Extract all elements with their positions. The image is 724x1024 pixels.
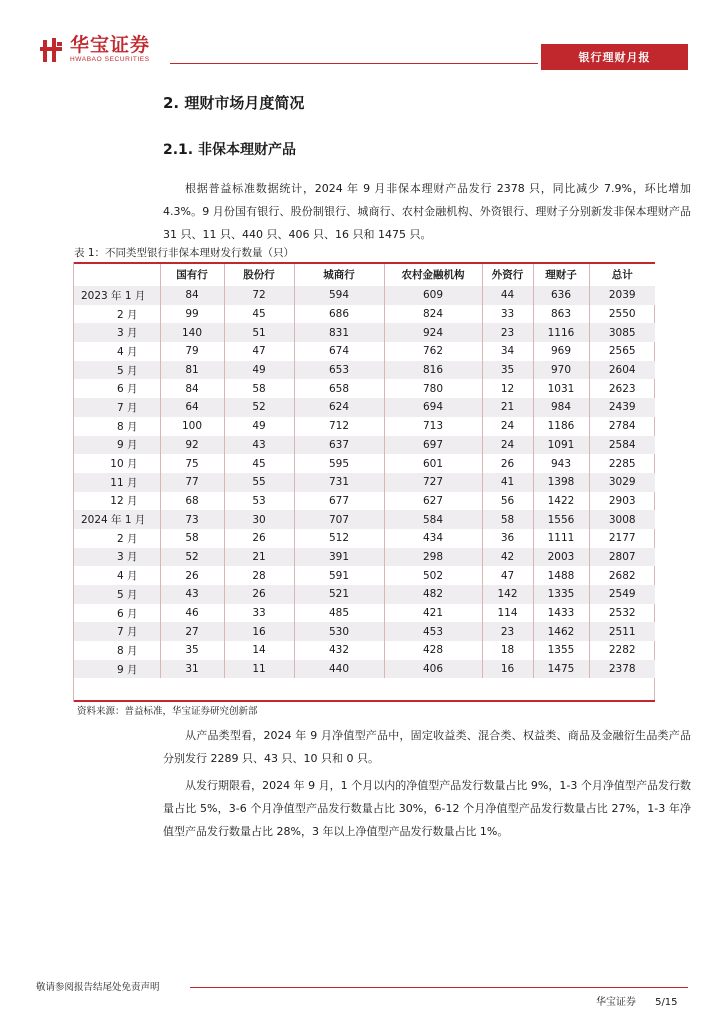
table-cell: 1335 [533, 585, 589, 604]
table-cell: 45 [224, 454, 294, 473]
footer-rule [190, 987, 688, 988]
table-cell: 47 [224, 342, 294, 361]
table-cell: 11 [224, 660, 294, 679]
row-label-cell: 8 月 [116, 420, 138, 433]
table-cell: 1031 [533, 379, 589, 398]
table-cell: 46 [160, 604, 224, 623]
table-cell: 81 [160, 361, 224, 380]
table-cell: 30 [224, 510, 294, 529]
table-cell: 2378 [589, 660, 655, 679]
table-row [74, 473, 655, 492]
table-cell: 33 [482, 305, 533, 324]
table-cell: 1111 [533, 529, 589, 548]
table-cell: 780 [384, 379, 482, 398]
column-header [74, 263, 160, 286]
page-number: 5/15 [655, 997, 678, 1008]
table-cell: 44 [482, 286, 533, 305]
table-cell: 47 [482, 566, 533, 585]
table-cell: 762 [384, 342, 482, 361]
table-cell: 428 [384, 641, 482, 660]
table-header-row [74, 263, 655, 286]
table-cell: 75 [160, 454, 224, 473]
table-row [74, 305, 655, 324]
row-label-cell: 10 月 [110, 458, 138, 471]
table-cell: 3029 [589, 473, 655, 492]
section-heading: 2. 理财市场月度简况 [163, 94, 305, 112]
table-cell: 677 [294, 492, 384, 511]
table-cell: 52 [160, 548, 224, 567]
table-cell: 79 [160, 342, 224, 361]
table-cell: 521 [294, 585, 384, 604]
table-cell: 713 [384, 417, 482, 436]
table-cell: 35 [482, 361, 533, 380]
table-cell: 92 [160, 436, 224, 455]
table-cell: 21 [482, 398, 533, 417]
table-cell: 2177 [589, 529, 655, 548]
paragraph-issuance-term: 从发行期限看，2024 年 9 月，1 个月以内的净值型产品发行数量占比 9%，1-3 个月净值型产品发行数量占比 5%，3-6 个月净值型产品发行数量占比 30%，6-12 个月净值型产品发行数量占比 27%，1-3 年净值型产品发行数量占比 28%，3 年以上净值型产品发行数量占比 1%。 [163, 779, 691, 838]
table-row [74, 342, 655, 361]
table-row [74, 398, 655, 417]
table-cell: 26 [482, 454, 533, 473]
table-cell: 969 [533, 342, 589, 361]
row-label-cell: 3 月 [74, 548, 160, 567]
table-cell: 142 [482, 585, 533, 604]
table-cell: 609 [384, 286, 482, 305]
table-caption: 表 1：不同类型银行非保本理财发行数量（只） [74, 247, 295, 259]
issuance-table [74, 263, 655, 678]
table-source-note: 资料来源：普益标准，华宝证券研究创新部 [77, 706, 258, 717]
table-cell: 84 [160, 379, 224, 398]
table-cell: 658 [294, 379, 384, 398]
table-cell: 77 [160, 473, 224, 492]
table-cell: 863 [533, 305, 589, 324]
table-row [74, 585, 655, 604]
table-cell: 697 [384, 436, 482, 455]
table-cell: 831 [294, 323, 384, 342]
table-cell: 16 [224, 622, 294, 641]
row-label-cell: 12 月 [110, 495, 138, 508]
table-cell: 1488 [533, 566, 589, 585]
table-cell: 2439 [589, 398, 655, 417]
table-cell: 731 [294, 473, 384, 492]
table-cell: 627 [384, 492, 482, 511]
table-cell: 502 [384, 566, 482, 585]
table-cell: 943 [533, 454, 589, 473]
table-row [74, 379, 655, 398]
table-cell: 482 [384, 585, 482, 604]
table-cell: 624 [294, 398, 384, 417]
table-cell: 35 [160, 641, 224, 660]
table-cell: 2003 [533, 548, 589, 567]
footer-company: 华宝证券 [596, 997, 636, 1008]
table-cell: 1186 [533, 417, 589, 436]
table-row [74, 622, 655, 641]
row-label-cell: 7 月 [74, 622, 160, 641]
table-cell: 1475 [533, 660, 589, 679]
table-cell: 49 [224, 417, 294, 436]
row-label-cell: 3 月 [74, 323, 160, 342]
table-cell: 34 [482, 342, 533, 361]
table-cell: 114 [482, 604, 533, 623]
table-row [74, 361, 655, 380]
table-cell: 21 [224, 548, 294, 567]
column-header: 农村金融机构 [384, 263, 482, 286]
table-row [74, 548, 655, 567]
table-cell: 43 [224, 436, 294, 455]
table-cell: 595 [294, 454, 384, 473]
table-cell: 440 [294, 660, 384, 679]
table-row [74, 604, 655, 623]
table-row [74, 510, 655, 529]
table-cell: 1422 [533, 492, 589, 511]
table-cell: 18 [482, 641, 533, 660]
column-header: 外资行 [482, 263, 533, 286]
table-cell: 298 [384, 548, 482, 567]
table-cell: 43 [160, 585, 224, 604]
table-cell: 824 [384, 305, 482, 324]
table-cell: 2784 [589, 417, 655, 436]
table-cell: 14 [224, 641, 294, 660]
table-cell: 727 [384, 473, 482, 492]
table-cell: 24 [482, 436, 533, 455]
table-cell: 1116 [533, 323, 589, 342]
row-label-cell: 2 月 [116, 308, 138, 321]
table-cell: 2039 [589, 286, 655, 305]
table-cell: 23 [482, 323, 533, 342]
table-cell: 68 [160, 492, 224, 511]
table-cell: 2550 [589, 305, 655, 324]
paragraph-product-type: 从产品类型看，2024 年 9 月净值型产品中，固定收益类、混合类、权益类、商品及金融衍生品类产品分别发行 2289 只、43 只、10 只和 0 只。 [163, 729, 691, 765]
table-row [74, 660, 655, 679]
column-header: 理财子 [533, 263, 589, 286]
table-cell: 64 [160, 398, 224, 417]
row-label-cell: 9 月 [74, 660, 160, 679]
table-row [74, 436, 655, 455]
row-label-cell: 11 月 [74, 473, 160, 492]
row-label-cell: 7 月 [74, 398, 160, 417]
table-cell: 52 [224, 398, 294, 417]
table-cell: 58 [482, 510, 533, 529]
table-cell: 1355 [533, 641, 589, 660]
table-cell: 984 [533, 398, 589, 417]
table-cell: 12 [482, 379, 533, 398]
table-cell: 3008 [589, 510, 655, 529]
table-cell: 23 [482, 622, 533, 641]
column-header: 城商行 [294, 263, 384, 286]
table-cell: 58 [160, 529, 224, 548]
table-cell: 421 [384, 604, 482, 623]
table-cell: 1433 [533, 604, 589, 623]
table-cell: 1398 [533, 473, 589, 492]
table-bottom-rule [74, 700, 655, 702]
table-cell: 970 [533, 361, 589, 380]
table-row [74, 566, 655, 585]
table-cell: 26 [224, 585, 294, 604]
table-cell: 1556 [533, 510, 589, 529]
table-cell: 653 [294, 361, 384, 380]
table-cell: 72 [224, 286, 294, 305]
table-cell: 712 [294, 417, 384, 436]
table-cell: 2682 [589, 566, 655, 585]
table-cell: 432 [294, 641, 384, 660]
table-cell: 55 [224, 473, 294, 492]
table-cell: 26 [224, 529, 294, 548]
table-cell: 694 [384, 398, 482, 417]
subsection-heading: 2.1. 非保本理财产品 [163, 142, 296, 158]
row-label-cell: 2024 年 1 月 [74, 510, 160, 529]
table-cell: 51 [224, 323, 294, 342]
table-cell: 100 [160, 417, 224, 436]
logo-chinese-name: 华宝证券 [70, 34, 151, 56]
table-row [74, 454, 655, 473]
table-cell: 530 [294, 622, 384, 641]
table-cell: 36 [482, 529, 533, 548]
table-cell: 73 [160, 510, 224, 529]
table-cell: 391 [294, 548, 384, 567]
table-row [74, 286, 655, 305]
report-type-badge: 银行理财月报 [541, 44, 688, 70]
table-row [74, 492, 655, 511]
table-cell: 1091 [533, 436, 589, 455]
row-label-cell: 6 月 [116, 383, 138, 396]
table-cell: 591 [294, 566, 384, 585]
table-cell: 84 [160, 286, 224, 305]
row-label-cell: 2023 年 1 月 [74, 286, 160, 305]
table-cell: 2565 [589, 342, 655, 361]
column-header: 国有行 [160, 263, 224, 286]
header-rule [170, 63, 538, 64]
table-cell: 24 [482, 417, 533, 436]
table-cell: 41 [482, 473, 533, 492]
table-cell: 58 [224, 379, 294, 398]
table-cell: 2623 [589, 379, 655, 398]
table-cell: 1462 [533, 622, 589, 641]
table-cell: 584 [384, 510, 482, 529]
table-row [74, 641, 655, 660]
footer-page-info [596, 993, 678, 1008]
table-cell: 53 [224, 492, 294, 511]
table-cell: 2285 [589, 454, 655, 473]
table-cell: 816 [384, 361, 482, 380]
row-label-cell: 9 月 [74, 436, 160, 455]
brand-logo [40, 36, 150, 64]
table-cell: 28 [224, 566, 294, 585]
table-cell: 924 [384, 323, 482, 342]
row-label-cell: 5 月 [74, 585, 160, 604]
table-cell: 512 [294, 529, 384, 548]
table-cell: 33 [224, 604, 294, 623]
row-label-cell: 6 月 [116, 607, 138, 620]
table-cell: 434 [384, 529, 482, 548]
table-cell: 406 [384, 660, 482, 679]
table-cell: 3085 [589, 323, 655, 342]
table-cell: 674 [294, 342, 384, 361]
table-cell: 594 [294, 286, 384, 305]
row-label-cell: 4 月 [116, 570, 138, 583]
table-cell: 707 [294, 510, 384, 529]
table-cell: 99 [160, 305, 224, 324]
table-cell: 2584 [589, 436, 655, 455]
table-cell: 27 [160, 622, 224, 641]
table-cell: 26 [160, 566, 224, 585]
table-cell: 686 [294, 305, 384, 324]
table-cell: 453 [384, 622, 482, 641]
row-label-cell: 2 月 [116, 532, 138, 545]
table-cell: 140 [160, 323, 224, 342]
table-cell: 2511 [589, 622, 655, 641]
table-cell: 16 [482, 660, 533, 679]
table-cell: 2807 [589, 548, 655, 567]
table-cell: 2903 [589, 492, 655, 511]
table-cell: 2549 [589, 585, 655, 604]
table-cell: 637 [294, 436, 384, 455]
table-cell: 485 [294, 604, 384, 623]
paragraph-issuance-summary: 根据普益标准数据统计，2024 年 9 月非保本理财产品发行 2378 只，同比减少 7.9%，环比增加 4.3%。9 月份国有银行、股份制银行、城商行、农村金融机构、外资银行、理财子分别新发非保本理财产品 31 只、11 只、440 只、406 只、16 只和 1475 只。 [163, 182, 691, 241]
table-cell: 601 [384, 454, 482, 473]
table-cell: 49 [224, 361, 294, 380]
table-cell: 42 [482, 548, 533, 567]
table-cell: 56 [482, 492, 533, 511]
hwabao-logo-icon [40, 38, 64, 62]
table-cell: 2282 [589, 641, 655, 660]
column-header: 总计 [589, 263, 655, 286]
row-label-cell: 4 月 [116, 345, 138, 358]
table-row [74, 323, 655, 342]
table-cell: 45 [224, 305, 294, 324]
table-top-rule [74, 262, 655, 264]
table-cell: 2604 [589, 361, 655, 380]
table-row [74, 529, 655, 548]
disclaimer-note: 敬请参阅报告结尾处免责声明 [36, 982, 160, 993]
logo-english-name: HWABAO SECURITIES [70, 56, 150, 63]
table-cell: 636 [533, 286, 589, 305]
table-row [74, 417, 655, 436]
row-label-cell: 5 月 [74, 361, 160, 380]
table-cell: 31 [160, 660, 224, 679]
table-cell: 2532 [589, 604, 655, 623]
column-header: 股份行 [224, 263, 294, 286]
row-label-cell: 8 月 [116, 644, 138, 657]
